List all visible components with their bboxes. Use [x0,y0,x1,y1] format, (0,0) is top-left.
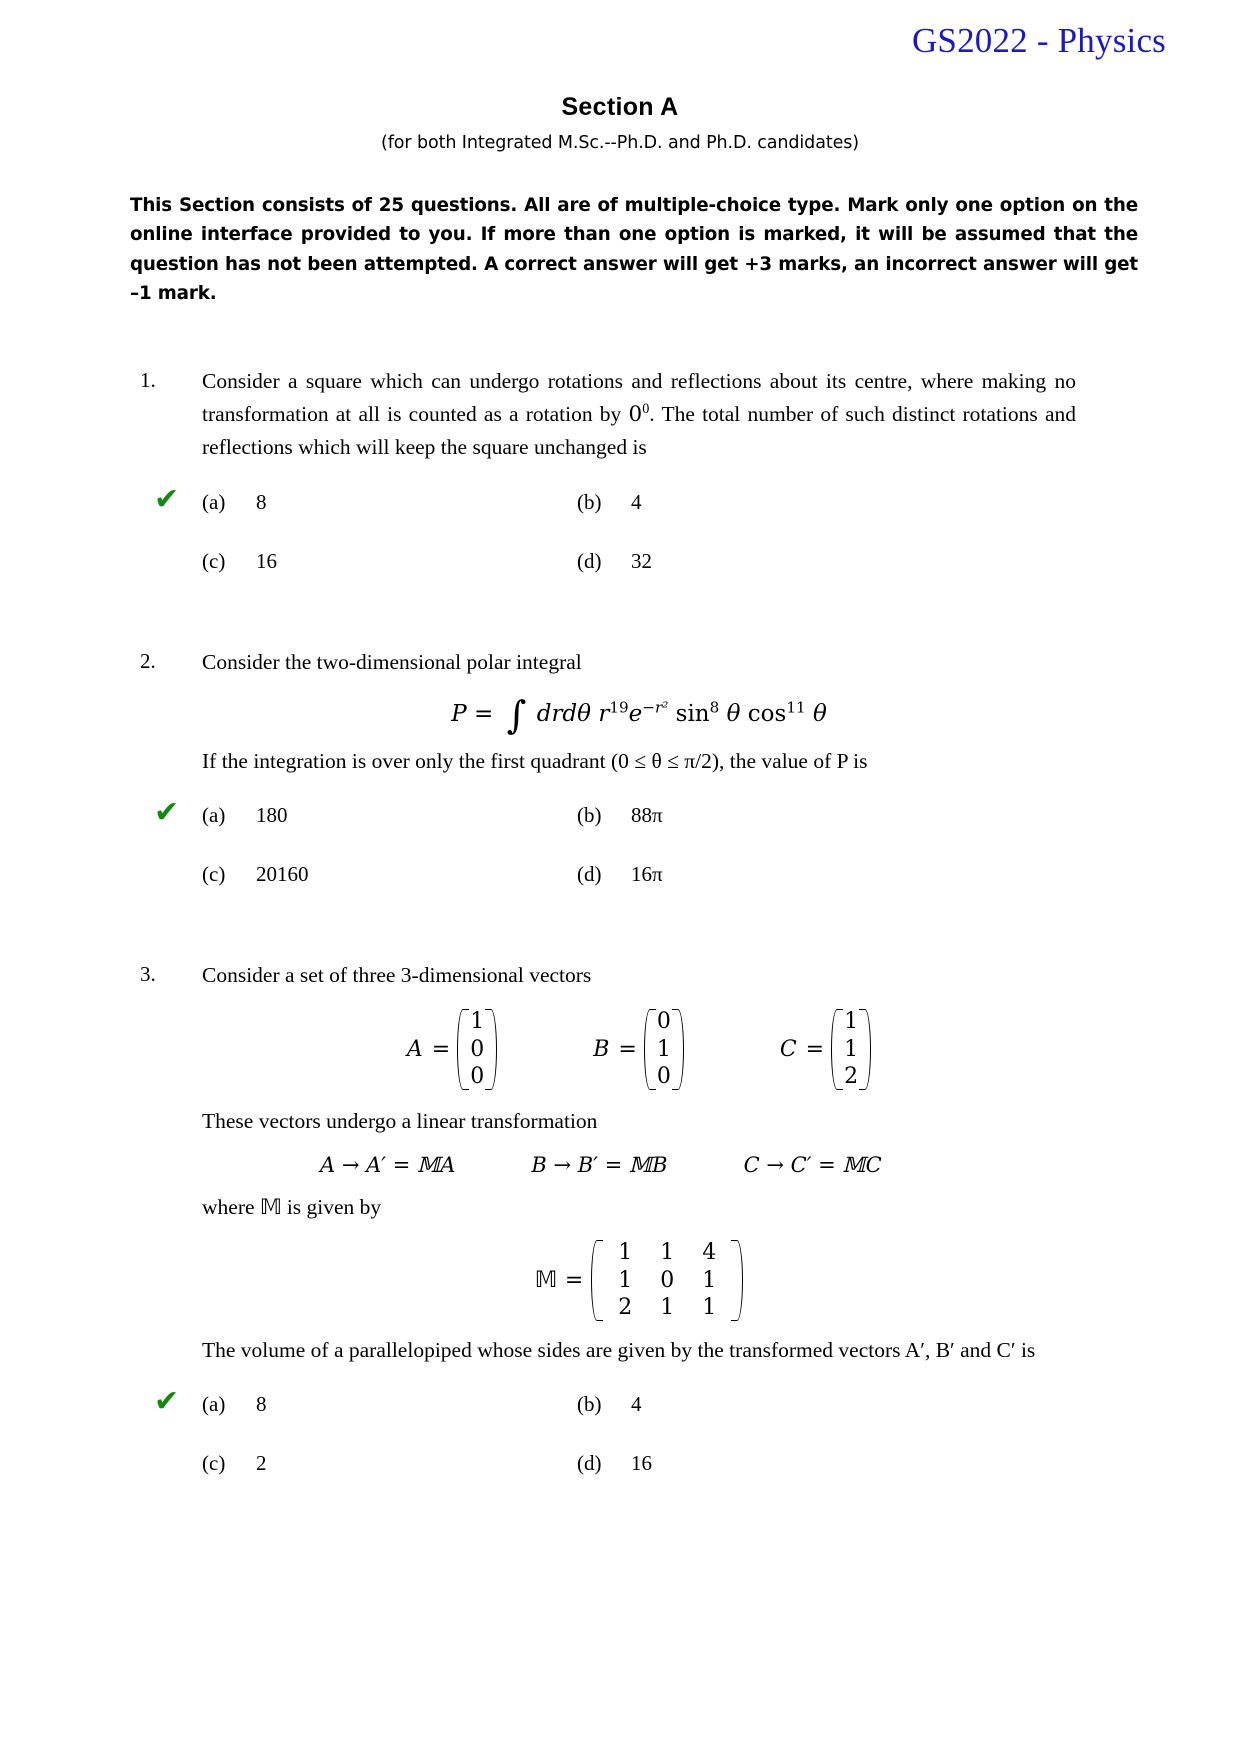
formula-r: r [598,700,610,727]
vector-a [407,1008,497,1091]
angle-value: 0 [628,401,643,427]
formula-equals: = [474,700,494,727]
transformations-row [320,1153,1076,1177]
matrix-cell: 1 [618,1239,633,1265]
question-number: 1. [140,368,156,393]
options-row [72,862,1168,887]
vectors-row [202,1008,1076,1091]
exam-title: GS2022 - Physics [911,21,1166,60]
option-a[interactable] [202,1392,577,1417]
option-b[interactable] [577,490,642,515]
formula-e-exponent: −r² [642,698,669,717]
option-a[interactable] [202,803,577,828]
option-value: 180 [256,803,288,828]
question-number: 2. [140,649,156,674]
vector-component: 1 [844,1036,859,1062]
angle-exponent: 0 [642,400,650,417]
formula-measure: drdθ [536,700,592,727]
vector-equals: = [431,1036,451,1062]
vector-component: 0 [470,1064,485,1090]
option-b[interactable] [577,803,663,828]
matrix-cell: 1 [618,1267,633,1293]
transform-a: A → A′ = 𝕄A [320,1153,456,1178]
formula-theta-2: θ [812,700,827,727]
question-1 [72,365,1168,574]
options-group-2 [72,795,1168,887]
questions-list [72,365,1168,1476]
option-c[interactable] [202,549,577,574]
option-d[interactable] [577,862,663,887]
option-tag: (d) [577,862,602,887]
option-value: 8 [256,1392,267,1417]
formula-r-exponent: 19 [609,698,629,717]
option-tag: (c) [202,862,226,887]
question-2 [72,646,1168,887]
polar-integral-formula [202,692,1076,737]
option-value: 4 [631,1392,642,1417]
option-tag: (b) [577,803,602,828]
formula-lhs: P [451,700,467,727]
option-c[interactable] [202,1451,577,1476]
matrix-intro-suffix: is given by [281,1195,382,1220]
matrix-cell: 1 [660,1295,675,1321]
formula-theta-1: θ [726,700,741,727]
option-value: 16 [631,1451,652,1476]
option-value: 4 [631,490,642,515]
vector-component: 1 [844,1009,859,1035]
vector-c [780,1008,871,1091]
matrix-cell: 1 [702,1295,717,1321]
vector-component: 0 [656,1009,671,1035]
option-d[interactable] [577,1451,652,1476]
matrix-cell: 1 [660,1239,675,1265]
option-tag: (a) [202,490,226,515]
question-3 [72,959,1168,1476]
linear-transformation-label: These vectors undergo a linear transformation [202,1108,598,1133]
matrix-brackets [591,1239,743,1322]
options-row [72,795,1168,831]
vector-equals: = [618,1036,637,1062]
question-text-part2: . The total number of such distinct rotations and reflections which will keep the square unchanged is [202,401,1076,460]
option-value: 32 [631,549,652,574]
vector-component: 2 [844,1064,859,1090]
vector-column [457,1008,497,1091]
options-group-1 [72,482,1168,574]
spacer [72,608,1168,646]
transform-b: B → B′ = 𝕄B [531,1153,668,1178]
options-row [72,482,1168,518]
vector-b [593,1008,684,1091]
matrix-cell: 0 [660,1267,675,1293]
integral-sign: ∫ [506,692,527,737]
vector-component: 1 [470,1009,485,1035]
vector-column [831,1008,871,1091]
spacer [72,921,1168,959]
option-tag: (d) [577,549,602,574]
options-group-3 [72,1384,1168,1476]
matrix-cell: 2 [618,1295,633,1321]
option-tag: (a) [202,1392,226,1417]
option-c[interactable] [202,862,577,887]
formula-sin-exponent: 8 [709,698,720,717]
option-value: 2 [256,1451,267,1476]
matrix-m-display [202,1239,1076,1322]
matrix-intro-text [202,1191,1076,1225]
option-tag: (a) [202,803,226,828]
section-title: Section A [561,92,679,121]
option-tag: (c) [202,549,226,574]
option-d[interactable] [577,549,652,574]
matrix-equals: = [564,1267,584,1293]
option-value: 8 [256,490,267,515]
option-value: 16π [631,862,663,887]
vector-component: 0 [656,1064,671,1090]
option-tag: (b) [577,490,602,515]
vector-equals: = [805,1036,825,1062]
options-row [72,1451,1168,1476]
options-row [72,549,1168,574]
option-tag: (d) [577,1451,602,1476]
question-text-part1: Consider a set of three 3-dimensional vectors [202,963,592,988]
correct-answer-check-icon: ✔ [154,482,180,518]
section-subtitle: (for both Integrated M.Sc.--Ph.D. and Ph.D. candidates) [381,132,859,153]
vector-label: B [593,1036,610,1062]
transform-c: C → C′ = 𝕄C [743,1153,882,1178]
question-text [202,365,1076,464]
question-text-part2: The volume of a parallelopiped whose sides are given by the transformed vectors A′, B′ and C′ is [202,1337,1036,1362]
option-value: 16 [256,549,277,574]
option-value: 20160 [256,862,309,887]
option-b[interactable] [577,1392,642,1417]
matrix-label: 𝕄 [534,1267,557,1293]
vector-component: 0 [470,1036,485,1062]
formula-e: e [628,700,643,727]
formula-cos-exponent: 11 [786,698,806,717]
question-text-part2: If the integration is over only the first quadrant (0 ≤ θ ≤ π/2), the value of P is [202,748,868,773]
formula-cos: cos [747,700,787,727]
option-tag: (b) [577,1392,602,1417]
vector-column [644,1008,684,1091]
matrix-cell: 1 [702,1267,717,1293]
options-row [72,1384,1168,1420]
question-text-part1: Consider a square which can undergo rotations and reflections about its centre, where making no transformation at all is counted as a rotation by [202,369,1076,426]
vector-component: 1 [656,1036,671,1062]
section-instructions: This Section consists of 25 questions. All are of multiple-choice type. Mark only one option on the online interface provided to you. If more than one option is marked, it will be assumed that the question has not been attempted. A correct answer will get +3 marks, an incorrect answer will get –1 mark. [130,194,1138,305]
vector-label: A [406,1036,423,1062]
question-text-part1: Consider the two-dimensional polar integral [202,650,582,675]
document-header [72,22,1168,61]
question-number: 3. [140,962,156,987]
correct-answer-check-icon: ✔ [154,1384,180,1420]
correct-answer-check-icon: ✔ [154,795,180,831]
matrix-cell: 4 [702,1239,717,1265]
matrix-symbol: 𝕄 [259,1195,282,1221]
vector-label: C [779,1036,797,1062]
option-value: 88π [631,803,663,828]
section-heading [72,93,1168,153]
formula-sin: sin [675,700,710,727]
option-a[interactable] [202,490,577,515]
matrix-intro-prefix: where [202,1195,260,1220]
option-tag: (c) [202,1451,226,1476]
